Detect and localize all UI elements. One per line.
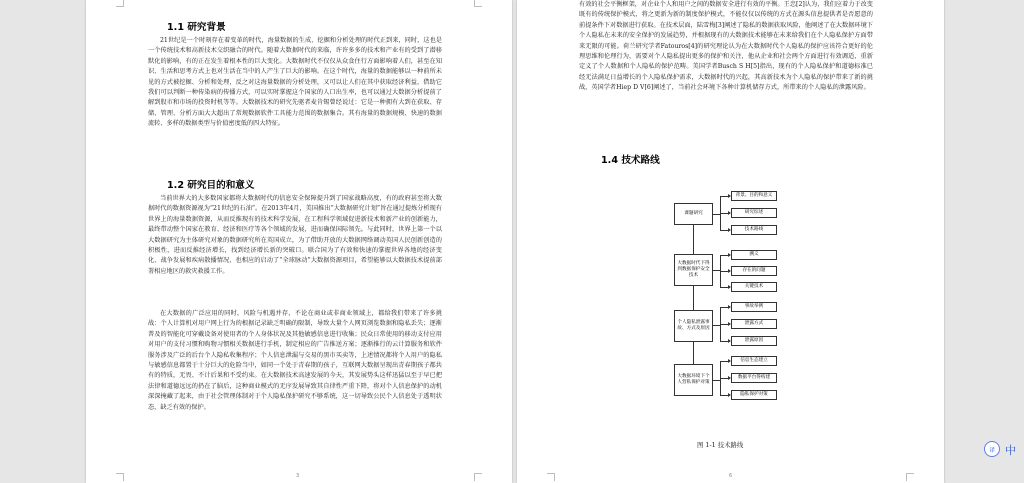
section-heading-1-4: 1.4 技术路线 [601,155,660,166]
connector-line [693,225,694,254]
flowchart-sub-node: 信息生态建立 [731,356,777,366]
flowchart-sub-node: 溯义 [731,250,777,260]
flowchart-sub-node: 事故举例 [731,302,777,312]
connector-line [693,342,694,364]
flowchart-sub-node: 存在的问题 [731,266,777,276]
section-heading-1-1: 1.1 研究背景 [167,22,226,33]
connector-line [713,270,720,271]
flowchart-sub-node: 技术路线 [731,225,777,235]
flowchart-main-node: 大数据环境下个人营私保护对策 [674,364,713,396]
page-number: 3 [296,473,300,479]
corner-mark [474,0,482,7]
paragraph: 在大数据的广泛应用的同时，风险与机遇并存，不论在商业或非商业领域上，都给我们带来了许多挑战：个人计算机对用户网上行为的根据记录缺乏明确的限制，导致大量个人网页浏览数据和隐私丢失；逐渐普及的智能化可穿戴设备对使用者的个人身体状况及其他敏感信息进行收集；民众日常使用的移动支付应用对用户的支付习惯和购物习惯相关数据进行手机，制定相应的广告推送方案；逐渐推行的云计算服务和软件服务涉及广泛的后台个人隐私收集程序；个人信息泄漏与交易的黑市买卖等，上述情况都将个人用户的隐私与敏感信息都置于十分巨大的危险当中，如同一个处于青春期的孩子，互联网大数据呈现出青春期孩子都共有的特质，无畏、不计后果和不受约束。在大数据技术高速发展的今天，其发展势头这样迅猛以至于早已把法律和道德远远的扔在了脑后，这种商业模式的无序发展导致其自律性严重下降，将对个人信息保护的动机深深掩藏了起来，由于社会管理体制对于个人隐私保护研究不够系统，这一切导致公民个人信息处于透明状态，缺乏有效的保护。 [148,310,442,411]
flowchart-sub-node: 隐私保护对策 [731,390,777,400]
connector-line [713,214,720,215]
corner-mark [547,473,555,481]
corner-mark [116,0,124,7]
translate-icon[interactable]: 译 [984,441,1000,457]
section-heading-1-2: 1.2 研究目的和意义 [167,180,255,191]
translate-language-label[interactable]: 中 [1005,444,1016,457]
paragraph: 有效的社会平衡框架，对企业个人和用户之间的数据安全进行有效的平衡。王忠[2]认为，我们应着力于改变既有的传统保护模式，将之更新为新的制度保护模式，不能仅仅以传统的方式在源头信息提供者是否愿意的前提条件下对数据进行获取。在技术层面，陆雪梅[3]阐述了隐私的数据获取风险，他阐述了在大数据环境下个人隐私在未来的安全保护的发展趋势，并根据现有的大数据技术能够在未来给我们在个人隐私保护方面带来无限的可能。荷兰研究学者Fatouros[4]的研究理论认为在大数据时代个人隐私的保护应该符合更好的伦理思维和伦理行为，需要对个人隐私提出更多的保护和关注，他从企业和社会两个方面进行有效调适，重新定义了个人数据和个人隐私的保护范畴。美国学者Busch S H[5]指出，现有的个人隐私保护和道德标准已经无法满足日益增长的个人隐私保护需求，大数据时代的兴起，其高新技术为个人隐私的保护带来了新的挑战，英国学者Hiep D V[6]阐述了，当前社会环境下各种计算机储存方式，所带来的个人隐私的泄露风险。 [579,1,873,92]
paragraph: 当前世界大的大多数国家都将大数据时代的信息安全保障提升到了国家战略高度，有的政府甚至将大数据时代的数据资源视为“21世纪的石油”。在2013年4月，美国推出“大数据研究计划”旨在通过提炼分析现有世界上的海量数据资源，从而反推现有的技术科学发展，在工程科学领域促进新技术和新产业的创新能力，最终带动整个国家在教育、经济和医疗等各个领域的发展，进而确保国际领先。与此同时，世界上第一个以大数据研究为主体研究对象的数据研究所在英国成立，为了借助开放的大数据网络调动英国人民创新创造的积极性，进而反推经济增长，找到经济增长新的突破口。联合国为了有效和快速的掌握世界各地的经济变化、战争发展和疾病散播情况，也相应的启动了“全球脉动”大数据资源项目，希望能够以大数据技术提前部署相应地区的救灾救援工作。 [148,195,442,275]
connector-line [693,286,694,310]
connector-line [713,325,720,326]
flowchart-main-node: 课题研究 [674,203,713,225]
flowchart-sub-node: 泄露原因 [731,336,777,346]
document-page-left [86,0,512,483]
flowchart-sub-node: 泄露方式 [731,319,777,329]
flowchart-sub-node: 背景、目的和意义 [731,191,777,201]
corner-mark [474,473,482,481]
corner-mark [116,473,124,481]
flowchart-sub-node: 关键技术 [731,282,777,292]
document-page-right [517,0,944,483]
page-number: 6 [729,473,733,479]
connector-line [713,380,720,381]
right-gutter [1017,0,1024,483]
flowchart-sub-node: 数据平台得构建 [731,373,777,383]
corner-mark [906,473,914,481]
flowchart-main-node: 个人隐私泄露事故、方式及原因 [674,310,713,342]
figure-caption: 图 1-1 技术路线 [697,441,744,449]
flowchart-sub-node: 研究综述 [731,208,777,218]
flowchart-main-node: 大数据时代下得到数据保护安全技术 [674,254,713,286]
paragraph: 21世纪是一个时刻存在着变革的时代，海量数据的生成、挖掘和分析处理的时代正到来，同时，这也是一个传统技术和高新技术交织融合的时代。随着大数据时代的来临，许许多多的技术和产业有的受到了潜移默化的影响，有的正在发生着根本性的巨大变化。大数据时代不仅仅从众食住行方面影响着人们，甚至在知识、生活和思考方式上也对生活在当中的人产生了巨大的影响。在这个时代，海量的数据能够以一种前所未见的方式被挖掘、分析和处理，反之对这海量数据的分析处理，又可以让人们在其中获取经济利益，借助它我们可以判断一种传染病的传播方式，可以实时掌握这个国家的人口出生率，也可以通过大数据分析提前了解到股市和市场的投资时机等等。大数据技术的研究先驱者麦肯锡曾经说过：它是一种拥有大到在获取、存储、管理、分析方面大大超出了常规数据软件工具能力范围的数据集合。其有海量的数据规模、快速的数据流转、多样的数据类型与价值密度低的四大特征。 [148,37,442,128]
